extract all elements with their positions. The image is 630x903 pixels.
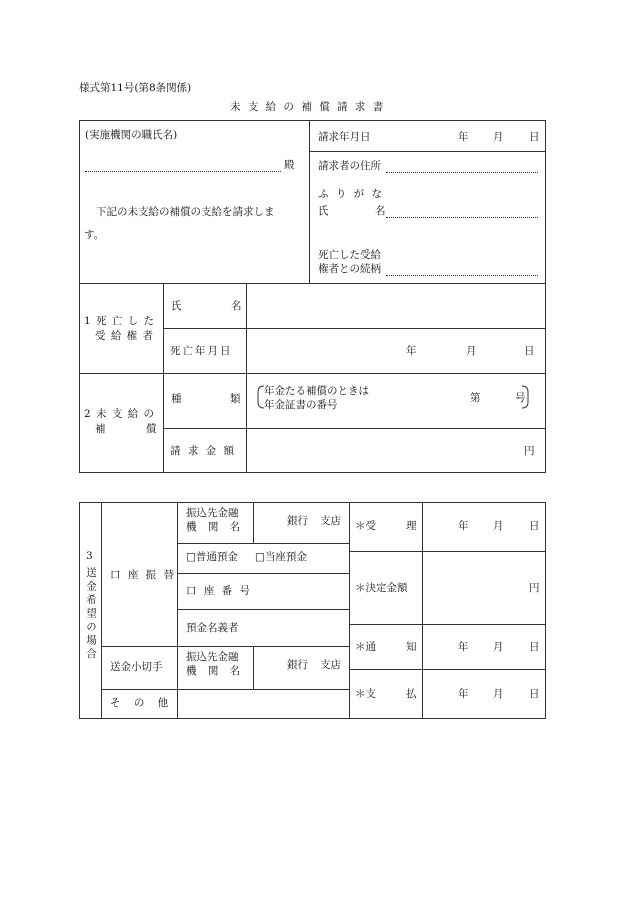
- section3-number: 3: [86, 550, 93, 562]
- section2-label-line2-b: 償: [146, 423, 157, 435]
- request-text-line1: 下記の未支給の補償の支給を請求しま: [96, 206, 275, 218]
- pension-number-prefix: 第: [470, 392, 481, 404]
- relation-label-line1: 死亡した受給: [318, 249, 381, 261]
- bank-suffix: 銀行: [287, 515, 308, 527]
- form-number: 様式第11号(第8条関係): [79, 82, 192, 94]
- address-dotted-line: [386, 172, 538, 173]
- death-date-label: 死亡年月日: [170, 345, 233, 357]
- notice-day: 日: [529, 641, 540, 653]
- notice-month: 月: [493, 641, 504, 653]
- payment-year: 年: [458, 688, 469, 700]
- ordinary-deposit-checkbox: □普通預金: [186, 551, 238, 563]
- section1-label-line1: 1 死 亡 し た: [84, 315, 156, 327]
- account-holder-label: 預金名義者: [186, 622, 239, 634]
- death-date-day: 日: [524, 345, 535, 357]
- relation-label-line2: 権者との続柄: [318, 263, 381, 275]
- receipt-label-2: 理: [406, 520, 417, 532]
- claimant-name-label-2: 名: [375, 205, 386, 217]
- check-bank-label-line1: 振込先金融: [186, 651, 239, 663]
- section3-vertical-label: 送金希望の場合: [85, 567, 97, 662]
- receipt-month: 月: [493, 520, 504, 532]
- deceased-name-label-2: 名: [231, 300, 242, 312]
- receipt-year: 年: [458, 520, 469, 532]
- pension-text-line2: 年金証書の番号: [264, 399, 338, 411]
- name-dotted-line: [386, 217, 538, 218]
- receipt-day: 日: [529, 520, 540, 532]
- relation-dotted-line: [386, 275, 538, 276]
- request-date-year: 年: [458, 131, 469, 143]
- decided-amount-yen: 円: [529, 582, 540, 594]
- check-bank-label-line2: 機 関 名: [186, 665, 245, 677]
- page-title: 未 支 給 の 補 償 請 求 書: [230, 101, 386, 113]
- payment-label-2: 払: [406, 688, 417, 700]
- check-bank-suffix: 銀行: [287, 659, 308, 671]
- account-transfer-label: 口 座 振 替: [110, 569, 177, 581]
- bank-label-line2: 機 関 名: [186, 521, 245, 533]
- notice-year: 年: [458, 641, 469, 653]
- institution-label: (実施機関の職氏名): [85, 129, 178, 141]
- request-text-line2: す。: [84, 229, 105, 241]
- remittance-check-label: 送金小切手: [110, 661, 163, 673]
- checking-deposit-checkbox: □当座預金: [255, 551, 307, 563]
- honorific: 殿: [284, 159, 295, 171]
- pension-text-line1: 年金たる補償のときは: [264, 385, 369, 397]
- payment-label-1: ＊支: [355, 688, 376, 700]
- type-label-1: 種: [171, 393, 182, 405]
- payment-month: 月: [493, 688, 504, 700]
- other-label: そ の 他: [110, 697, 174, 709]
- payment-day: 日: [529, 688, 540, 700]
- death-date-month: 月: [466, 345, 477, 357]
- pension-number-suffix: 号: [515, 392, 526, 404]
- furigana-label: ふ り が な: [318, 188, 385, 200]
- section2-label-line1: 2 未 支 給 の: [84, 408, 156, 420]
- address-label: 請求者の住所: [318, 160, 381, 172]
- section2-label-line2-a: 補: [95, 423, 106, 435]
- claim-amount-label: 請 求 金 額: [170, 445, 237, 457]
- receipt-label-1: ＊受: [355, 520, 376, 532]
- deceased-name-label-1: 氏: [171, 300, 182, 312]
- section1-label-line2: 受 給 権 者: [95, 330, 155, 342]
- notice-label-2: 知: [406, 641, 417, 653]
- bank-label-line1: 振込先金融: [186, 507, 239, 519]
- notice-label-1: ＊通: [355, 641, 376, 653]
- request-date-day: 日: [529, 131, 540, 143]
- claimant-name-label-1: 氏: [318, 205, 329, 217]
- claim-amount-yen: 円: [524, 445, 535, 457]
- request-date-label: 請求年月日: [318, 131, 371, 143]
- account-number-label: 口 座 番 号: [186, 585, 253, 597]
- check-branch-suffix: 支店: [320, 659, 341, 671]
- institution-dotted-line: [85, 171, 281, 172]
- death-date-year: 年: [406, 345, 417, 357]
- branch-suffix: 支店: [320, 515, 341, 527]
- decided-amount-label: ＊決定金額: [355, 582, 408, 594]
- type-label-2: 類: [230, 393, 241, 405]
- request-date-month: 月: [493, 131, 504, 143]
